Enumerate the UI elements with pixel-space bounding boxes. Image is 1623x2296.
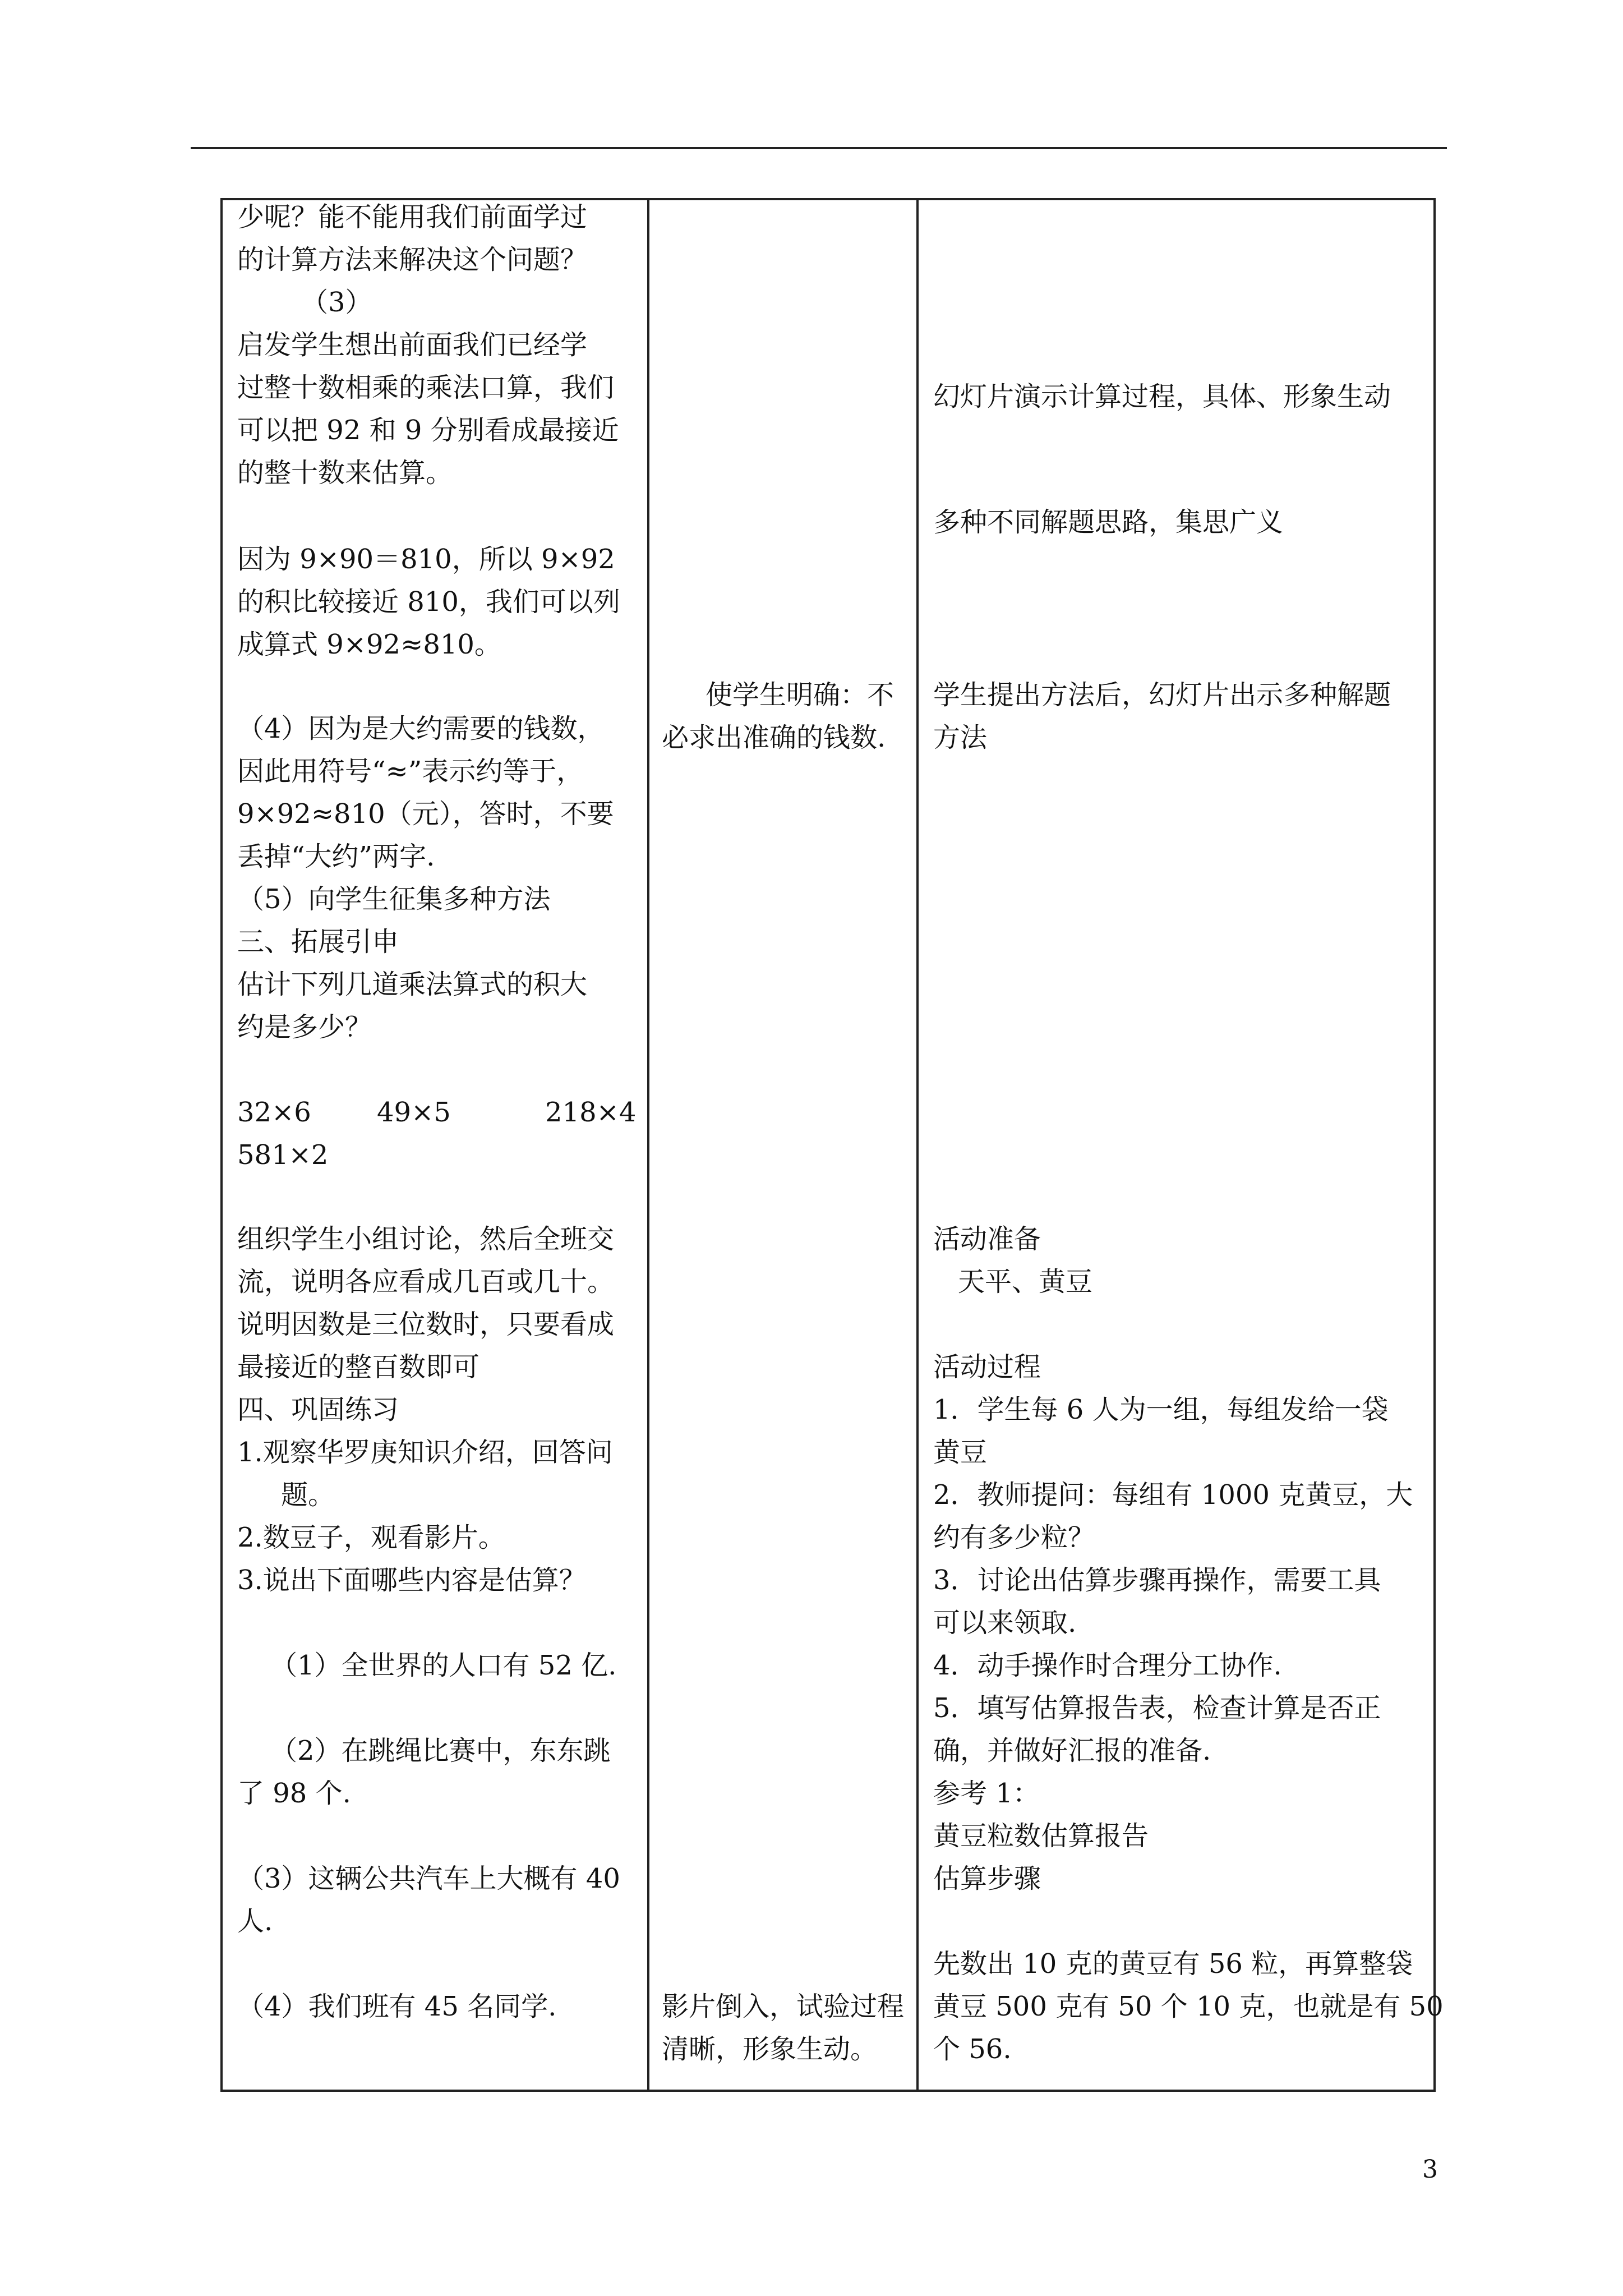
- process-line: （4）因为是大约需要的钱数，: [237, 713, 605, 744]
- notes-line: 确，并做好汇报的准备.: [933, 1735, 1211, 1766]
- section-heading: 三、拓展引申: [237, 926, 399, 958]
- process-line: 估计下列几道乘法算式的积大: [237, 969, 588, 1000]
- process-line: 2.数豆子，观看影片。: [237, 1522, 505, 1553]
- notes-line: 4．动手操作时合理分工协作.: [933, 1650, 1282, 1681]
- notes-line: 1．学生每 6 人为一组，每组发给一袋: [933, 1394, 1389, 1425]
- process-line: 启发学生想出前面我们已经学: [237, 329, 588, 361]
- notes-column: [916, 200, 1444, 2090]
- notes-line: 黄豆 500 克有 50 个 10 克，也就是有 50: [933, 1991, 1444, 2022]
- notes-line: 估算步骤: [933, 1863, 1041, 1894]
- exercise-expression: 49×5: [377, 1097, 451, 1128]
- notes-line: 方法: [933, 722, 988, 753]
- process-line: （4）我们班有 45 名同学.: [237, 1991, 557, 2022]
- process-line: （3）: [301, 287, 372, 318]
- intent-line: 影片倒入，试验过程: [662, 1991, 905, 2022]
- process-line: 9×92≈810（元），答时，不要: [237, 798, 614, 830]
- process-line: 因为 9×90＝810，所以 9×92: [237, 544, 615, 575]
- process-line: 最接近的整百数即可: [237, 1351, 480, 1383]
- process-line: 3.说出下面哪些内容是估算？: [237, 1565, 586, 1596]
- process-line: 过整十数相乘的乘法口算，我们: [237, 372, 615, 403]
- notes-heading: 活动准备: [933, 1223, 1041, 1255]
- process-line: 的整十数来估算。: [237, 457, 453, 489]
- intent-line: 必求出准确的钱数.: [662, 722, 886, 753]
- header-rule: [191, 147, 1447, 149]
- notes-line: 黄豆: [933, 1437, 988, 1468]
- notes-line: 5．填写估算报告表，检查计算是否正: [933, 1692, 1381, 1724]
- process-line: （1）全世界的人口有 52 亿.: [270, 1650, 617, 1681]
- process-line: 流，说明各应看成几百或几十。: [237, 1266, 615, 1297]
- notes-line: 2．教师提问：每组有 1000 克黄豆，大: [933, 1479, 1413, 1511]
- process-line: 的积比较接近 810，我们可以列: [237, 586, 620, 618]
- notes-line: 3．讨论出估算步骤再操作，需要工具: [933, 1565, 1381, 1596]
- exercise-expression: 581×2: [237, 1139, 329, 1171]
- process-line: 1.观察华罗庚知识介绍，回答问: [237, 1437, 613, 1468]
- notes-heading: 活动过程: [933, 1351, 1041, 1383]
- notes-line: 天平、黄豆: [958, 1266, 1093, 1297]
- process-line: 组织学生小组讨论，然后全班交: [237, 1223, 615, 1255]
- lesson-plan-table: [220, 198, 1444, 2092]
- teaching-process-column: [223, 200, 647, 2090]
- notes-line: 黄豆粒数估算报告: [933, 1820, 1149, 1852]
- intent-line: 清晰，形象生动。: [662, 2033, 878, 2065]
- notes-line: 幻灯片演示计算过程，具体、形象生动: [933, 381, 1391, 412]
- exercise-expression: 218×4: [545, 1097, 637, 1128]
- process-line: 成算式 9×92≈810。: [237, 629, 501, 660]
- design-intent-column: [647, 200, 916, 2090]
- process-line: 人.: [237, 1906, 273, 1937]
- intent-line: 使学生明确：不: [706, 679, 895, 711]
- process-line: 因此用符号“≈”表示约等于，: [237, 756, 584, 787]
- process-line: （3）这辆公共汽车上大概有 40: [237, 1863, 620, 1894]
- process-line: 题。: [281, 1479, 335, 1511]
- page-number: 3: [1422, 2155, 1438, 2184]
- section-heading: 四、巩固练习: [237, 1394, 399, 1425]
- process-line: 可以把 92 和 9 分别看成最接近: [237, 415, 619, 446]
- process-line: 说明因数是三位数时，只要看成: [237, 1309, 615, 1340]
- process-line: 约是多少？: [237, 1011, 372, 1043]
- notes-line: 个 56.: [933, 2033, 1012, 2065]
- process-line: 的计算方法来解决这个问题？: [237, 244, 588, 275]
- notes-line: 多种不同解题思路，集思广义: [933, 507, 1284, 538]
- process-line: （5）向学生征集多种方法: [237, 884, 551, 915]
- notes-line: 先数出 10 克的黄豆有 56 粒，再算整袋: [933, 1948, 1413, 1980]
- process-line: 少呢？能不能用我们前面学过: [237, 201, 588, 233]
- process-line: 丢掉“大约”两字.: [237, 841, 435, 872]
- notes-line: 可以来领取.: [933, 1607, 1077, 1639]
- notes-line: 参考 1：: [933, 1778, 1040, 1809]
- exercise-expression: 32×6: [237, 1097, 311, 1128]
- process-line: （2）在跳绳比赛中，东东跳: [270, 1735, 611, 1766]
- notes-line: 约有多少粒？: [933, 1522, 1095, 1553]
- notes-line: 学生提出方法后，幻灯片出示多种解题: [933, 679, 1391, 711]
- process-line: 了 98 个.: [237, 1778, 351, 1809]
